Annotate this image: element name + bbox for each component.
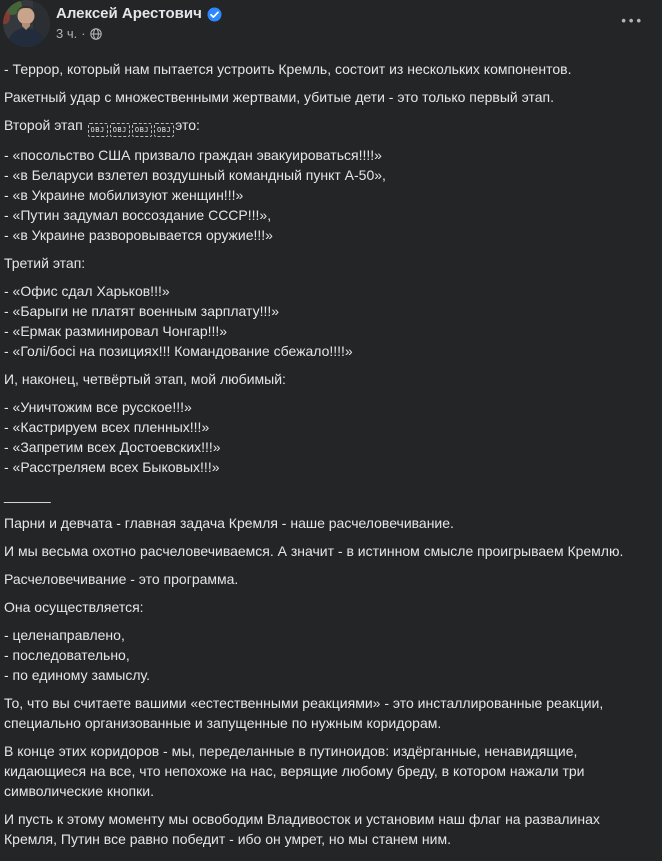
author-row xyxy=(56,5,222,22)
post-paragraph: И мы весьма охотно расчеловечиваемся. А значит - в истинном смысле проигрываем Кремлю. xyxy=(4,543,624,559)
post-header xyxy=(0,0,662,52)
object-replacement-icon: OBJ xyxy=(132,123,152,137)
object-replacement-icon: OBJ xyxy=(110,123,130,137)
timestamp[interactable]: 3 ч. xyxy=(56,26,78,41)
post-paragraph: - «Уничтожим все русское!!!» - «Кастрируем всех пленных!!!» - «Запретим всех Достоевских!!!» - «Расстреляем всех Быковых!!!» xyxy=(4,399,221,475)
privacy-globe-icon xyxy=(90,28,102,40)
post-paragraph: - «Офис сдал Харьков!!!» - «Барыги не платят военным зарплату!!!» - «Ермак разминировал Чонгар!!!» - «Голі/босі на позициях!!! Командование сбежало!!!!» xyxy=(4,283,353,359)
avatar[interactable] xyxy=(3,0,50,47)
post-meta xyxy=(56,26,222,41)
post-paragraph: В конце этих коридоров - мы, переделанные в путиноидов: издёрганные, ненавидящие, кидающиеся на все, что непохоже на нас, верящие любому бреду, в котором нажали три символические кнопки. xyxy=(4,743,585,799)
header-text xyxy=(56,5,222,41)
post-paragraph: То, что вы считаете вашими «естественными реакциями» - это инсталлированные реакции, специально организованные и запущенные по нужным коридорам. xyxy=(4,695,604,731)
post-paragraph: И пусть к этому моменту мы освободим Владивосток и установим наш флаг на развалинах Кремля, Путин все равно победит - ибо он умрет, но мы станем ним. xyxy=(4,811,600,847)
post-paragraph: И, наконец, четвёртый этап, мой любимый: xyxy=(4,371,286,387)
post-paragraph: - «посольство США призвало граждан эвакуироваться!!!!» - «в Беларуси взлетел воздушный командный пункт А-50», - «в Украине мобилизуют женщин!!!» - «Путин задумал воссоздание СССР!!!», - «в Украине разворовывается оружие!!!» xyxy=(4,147,386,243)
object-replacement-icon: OBJ xyxy=(154,123,174,137)
post-paragraph: Она осуществляется: xyxy=(4,599,144,615)
verified-badge-icon xyxy=(207,7,222,22)
object-replacement-icon: OBJ xyxy=(88,123,108,137)
post-paragraph: Расчеловечивание - это программа. xyxy=(4,571,239,587)
post-paragraph: Третий этап: xyxy=(4,255,86,271)
post-body xyxy=(0,52,662,849)
post-paragraph: Ракетный удар с множественными жертвами, убитые дети - это только первый этап. xyxy=(4,89,554,105)
post-paragraph: ______ xyxy=(4,487,51,503)
post-paragraph: - Террор, который нам пытается устроить Кремль, состоит из нескольких компонентов. xyxy=(4,61,572,77)
profile-photo-icon xyxy=(3,0,50,47)
post-options-button[interactable]: ••• xyxy=(621,13,644,28)
post-paragraph: - целенаправлено, - последовательно, - по единому замыслу. xyxy=(4,627,151,683)
meta-separator: · xyxy=(81,26,86,41)
author-name[interactable]: Алексей Арестович xyxy=(56,5,202,22)
post-paragraph: Парни и девчата - главная задача Кремля - наше расчеловечивание. xyxy=(4,515,454,531)
post-paragraph: Второй этап OBJ OBJ OBJ OBJ это: xyxy=(4,115,650,137)
